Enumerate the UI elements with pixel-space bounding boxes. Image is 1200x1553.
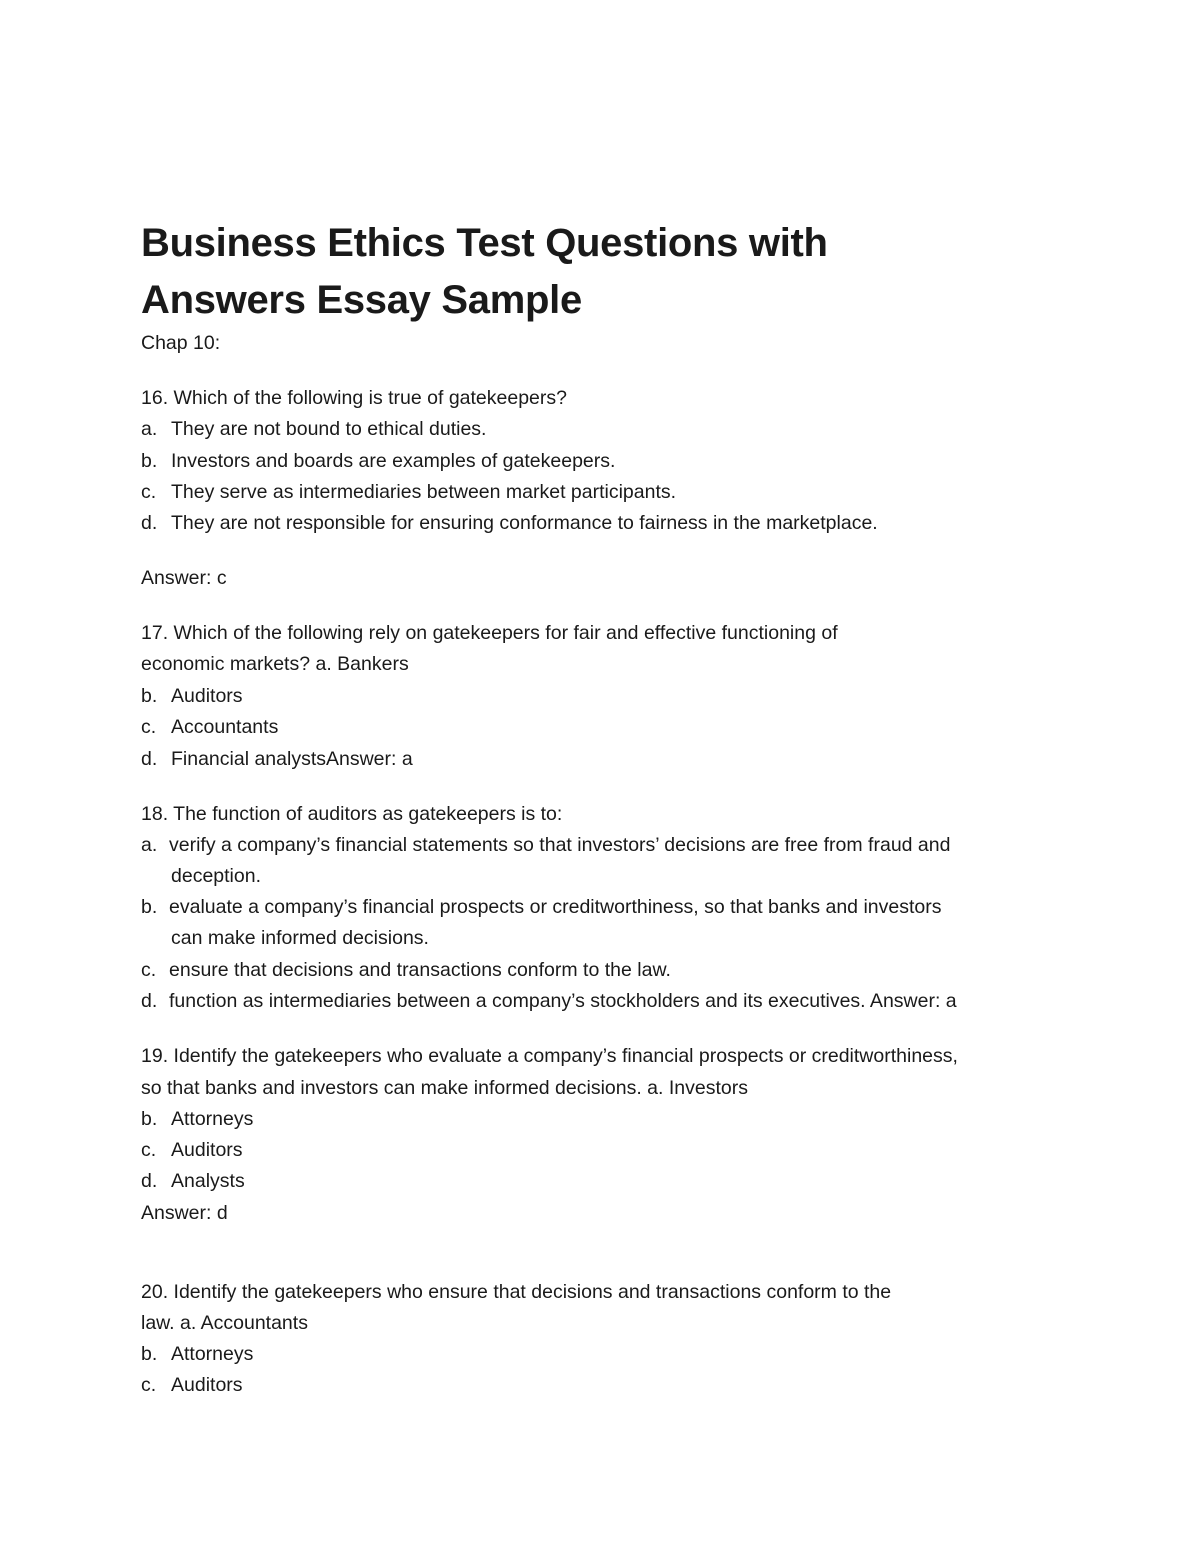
q18-option-a-continued: deception. xyxy=(171,865,261,887)
q16-option-d xyxy=(141,511,878,535)
option-letter: b. xyxy=(141,450,158,472)
option-letter: b. xyxy=(141,896,158,918)
q17-stem-line-2: economic markets? a. Bankers xyxy=(141,653,409,675)
option-text: Auditors xyxy=(171,1374,243,1396)
option-text: They are not responsible for ensuring conformance to fairness in the marketplace. xyxy=(171,512,878,534)
q16-answer: Answer: c xyxy=(141,567,227,589)
option-letter: a. xyxy=(141,834,158,856)
option-letter: d. xyxy=(141,512,158,534)
q16-option-c xyxy=(141,480,676,504)
q19-stem-line-1: 19. Identify the gatekeepers who evaluate a company’s financial prospects or creditworthiness, xyxy=(141,1045,958,1067)
q19-option-b xyxy=(141,1107,253,1131)
option-text: They are not bound to ethical duties. xyxy=(171,418,487,440)
q18-stem: 18. The function of auditors as gatekeepers is to: xyxy=(141,803,563,825)
title-line-1: Business Ethics Test Questions with xyxy=(141,221,828,265)
q19-stem-line-2: so that banks and investors can make informed decisions. a. Investors xyxy=(141,1077,748,1099)
q20-stem-line-2: law. a. Accountants xyxy=(141,1312,308,1334)
option-letter: b. xyxy=(141,1108,158,1130)
q19-option-d xyxy=(141,1169,245,1193)
q17-option-b xyxy=(141,684,243,708)
chapter-label: Chap 10: xyxy=(141,332,221,354)
q16-option-a xyxy=(141,417,486,441)
q17-option-d xyxy=(141,747,413,771)
option-letter: c. xyxy=(141,1139,157,1161)
option-letter: d. xyxy=(141,990,158,1012)
q19-option-c xyxy=(141,1138,243,1162)
q18-option-c xyxy=(141,958,671,982)
option-text: Auditors xyxy=(171,685,243,707)
q16-option-b xyxy=(141,449,615,473)
q20-option-c xyxy=(141,1373,243,1397)
q18-option-b xyxy=(141,895,941,919)
option-letter: d. xyxy=(141,1170,158,1192)
option-text: Analysts xyxy=(171,1170,245,1192)
option-letter: c. xyxy=(141,1374,157,1396)
option-letter: d. xyxy=(141,748,158,770)
option-text: Investors and boards are examples of gatekeepers. xyxy=(171,450,616,472)
option-text: Financial analystsAnswer: a xyxy=(171,748,413,770)
option-text: Accountants xyxy=(171,716,279,738)
option-letter: b. xyxy=(141,685,158,707)
option-letter: c. xyxy=(141,959,157,981)
q18-option-d xyxy=(141,989,957,1013)
option-text: Auditors xyxy=(171,1139,243,1161)
option-text: function as intermediaries between a company’s stockholders and its executives. Answer: a xyxy=(169,990,957,1012)
option-letter: c. xyxy=(141,716,157,738)
option-letter: c. xyxy=(141,481,157,503)
q19-answer: Answer: d xyxy=(141,1202,228,1224)
option-text: They serve as intermediaries between market participants. xyxy=(171,481,677,503)
q20-stem-line-1: 20. Identify the gatekeepers who ensure that decisions and transactions conform to the xyxy=(141,1281,892,1303)
q17-stem-line-1: 17. Which of the following rely on gatekeepers for fair and effective functioning of xyxy=(141,622,838,644)
option-letter: a. xyxy=(141,418,158,440)
q20-option-b xyxy=(141,1342,253,1366)
option-letter: b. xyxy=(141,1343,158,1365)
option-text: Attorneys xyxy=(171,1343,254,1365)
q18-option-b-continued: can make informed decisions. xyxy=(171,927,429,949)
option-text: evaluate a company’s financial prospects or creditworthiness, so that banks and investors xyxy=(169,896,942,918)
option-text: verify a company’s financial statements so that investors’ decisions are free from fraud and xyxy=(169,834,951,856)
q16-stem: 16. Which of the following is true of gatekeepers? xyxy=(141,387,567,409)
option-text: ensure that decisions and transactions conform to the law. xyxy=(169,959,671,981)
option-text: Attorneys xyxy=(171,1108,254,1130)
q18-option-a xyxy=(141,833,950,857)
q17-option-c xyxy=(141,715,278,739)
page-title xyxy=(141,215,1101,329)
title-line-2: Answers Essay Sample xyxy=(141,278,582,322)
